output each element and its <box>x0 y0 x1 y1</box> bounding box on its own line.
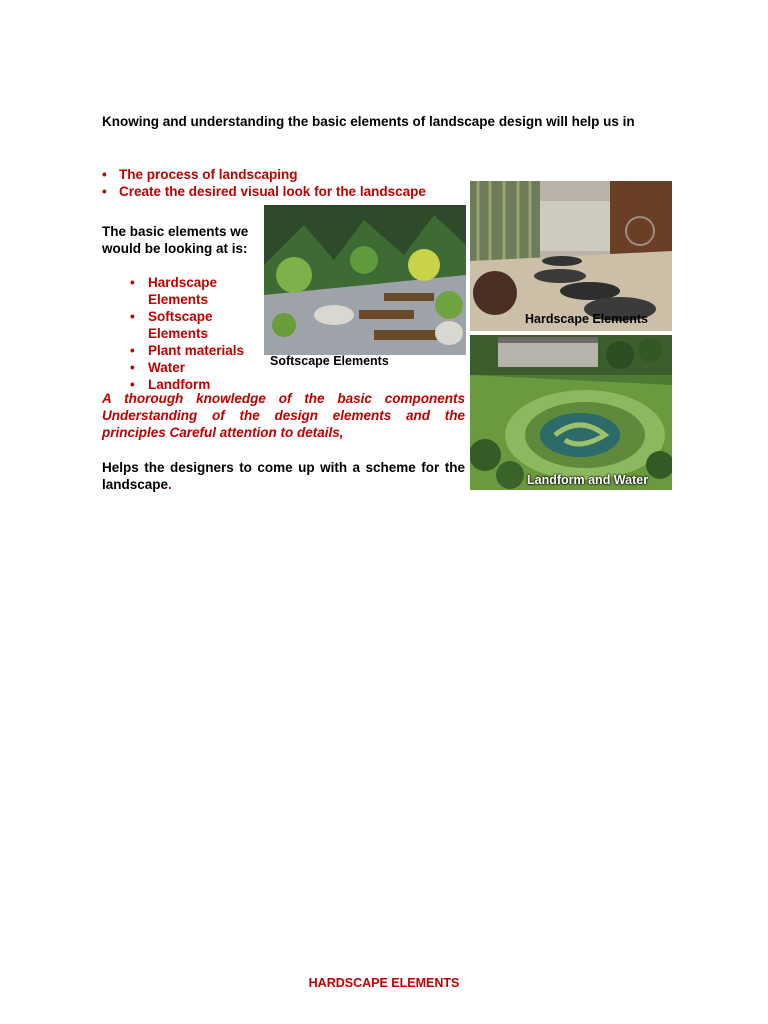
list-item: • The process of landscaping <box>102 166 426 183</box>
landform-caption: Landform and Water <box>527 473 649 487</box>
basic-elements-intro: The basic elements we would be looking at is: <box>102 224 249 256</box>
hardscape-photo <box>470 181 672 331</box>
softscape-photo <box>264 205 466 355</box>
list-item: • Plant materials <box>130 342 260 359</box>
list-item: • Create the desired visual look for the landscape <box>102 183 426 200</box>
purpose-list <box>102 166 426 200</box>
list-item: • Softscape Elements <box>130 308 260 342</box>
helps-text: Helps the designers to come up with a scheme for the landscape <box>102 460 465 492</box>
list-item: • Water <box>130 359 260 376</box>
landform-water-photo <box>470 335 672 490</box>
section-heading: HARDSCAPE ELEMENTS <box>308 976 460 990</box>
elements-list <box>130 274 260 393</box>
list-item: • Landform <box>130 376 260 393</box>
helps-period: . <box>168 477 172 492</box>
helps-paragraph <box>102 459 465 493</box>
italic-paragraph: A thorough knowledge of the basic components Understanding of the design elements and the principles Careful attention to details, <box>102 391 465 440</box>
softscape-caption: Softscape Elements <box>270 354 389 368</box>
hardscape-caption: Hardscape Elements <box>525 312 648 326</box>
list-item: • Hardscape Elements <box>130 274 260 308</box>
intro-paragraph: Knowing and understanding the basic elements of landscape design will help us in <box>102 114 635 129</box>
